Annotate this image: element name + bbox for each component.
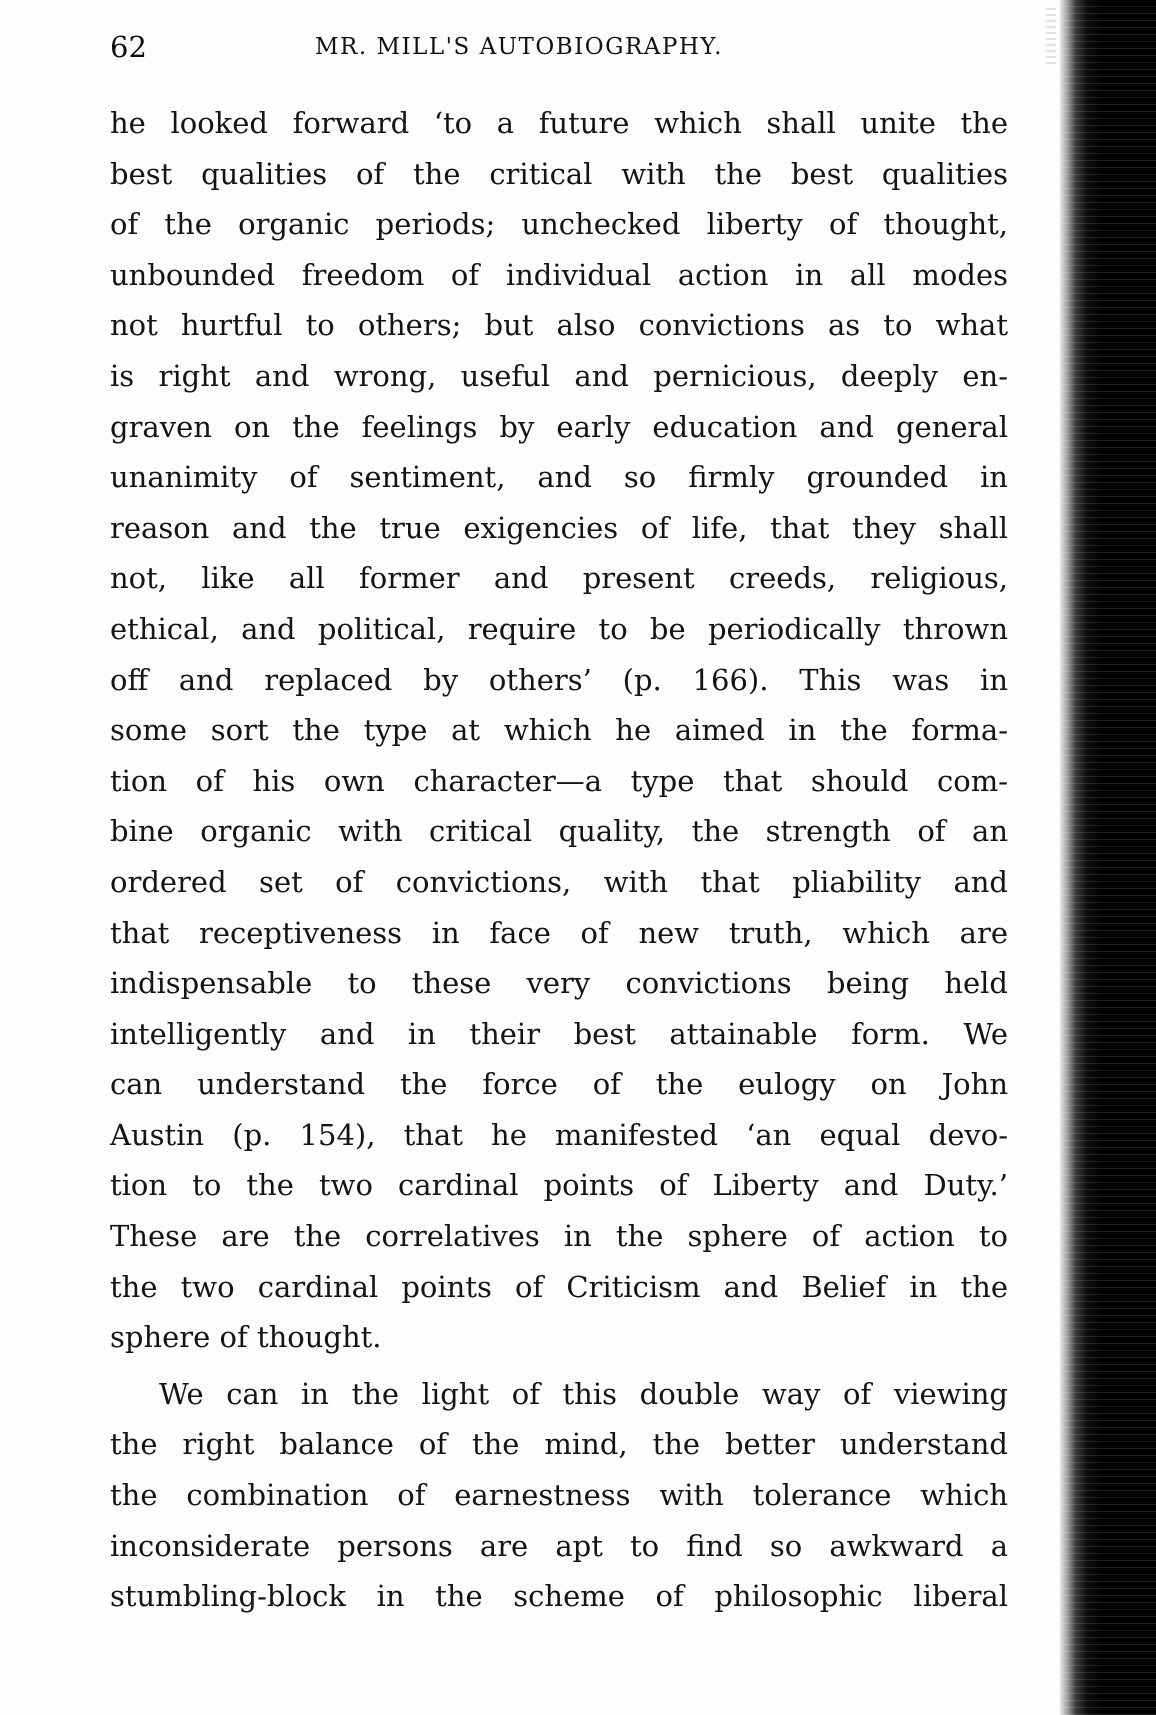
text-line: bine organic with critical quality, the strength of an: [110, 814, 1008, 849]
text-line: We can in the light of this double way of viewing: [159, 1376, 1008, 1411]
page-binding-edge: [1060, 0, 1156, 1715]
text-line: sphere of thought.: [110, 1320, 382, 1355]
text-line: ethical, and political, require to be periodically thrown: [110, 611, 1008, 646]
text-line: not hurtful to others; but also convictions as to what: [110, 308, 1008, 343]
text-line: tion of his own character—a type that should com-: [110, 763, 1008, 798]
text-line: Austin (p. 154), that he manifested ‘an equal devo-: [110, 1117, 1008, 1152]
text-line: graven on the feelings by early education and general: [110, 409, 1008, 444]
text-line: of the organic periods; unchecked liberty of thought,: [110, 207, 1008, 242]
text-line: intelligently and in their best attainable form. We: [110, 1016, 1008, 1051]
text-line: unbounded freedom of individual action in all modes: [110, 257, 1008, 292]
text-line: reason and the true exigencies of life, that they shall: [110, 510, 1008, 545]
text-line: unanimity of sentiment, and so firmly grounded in: [110, 460, 1008, 495]
text-line: not, like all former and present creeds, religious,: [110, 561, 1008, 596]
text-line: is right and wrong, useful and pernicious, deeply en-: [110, 358, 1008, 393]
text-line: best qualities of the critical with the best qualities: [110, 156, 1008, 191]
text-line: some sort the type at which he aimed in the forma-: [110, 713, 1008, 748]
running-title: MR. MILL'S AUTOBIOGRAPHY.: [315, 34, 723, 60]
text-line: the two cardinal points of Criticism and Belief in the: [110, 1269, 1008, 1304]
scan-artifact: [1046, 4, 1056, 64]
paragraph: [110, 1369, 1008, 1622]
text-line: can understand the force of the eulogy on John: [110, 1067, 1008, 1102]
text-line: he looked forward ‘to a future which shall unite the: [110, 106, 1008, 140]
text-line: stumbling-block in the scheme of philosophic liberal: [110, 1579, 1008, 1614]
paragraph: [110, 98, 1008, 1363]
text-line: off and replaced by others’ (p. 166). This was in: [110, 662, 1008, 697]
body-text: [110, 98, 1008, 1622]
text-line: ordered set of convictions, with that pliability and: [110, 864, 1008, 899]
text-line: These are the correlatives in the sphere of action to: [110, 1219, 1008, 1254]
running-head: [110, 30, 1010, 70]
text-line: that receptiveness in face of new truth, which are: [110, 915, 1008, 950]
page-number: 62: [110, 30, 147, 64]
text-line: the right balance of the mind, the better understand: [110, 1427, 1008, 1462]
text-line: tion to the two cardinal points of Liberty and Duty.’: [110, 1168, 1008, 1203]
text-line: the combination of earnestness with tolerance which: [110, 1478, 1008, 1513]
text-line: inconsiderate persons are apt to find so awkward a: [110, 1528, 1008, 1563]
text-line: indispensable to these very convictions being held: [110, 966, 1008, 1001]
